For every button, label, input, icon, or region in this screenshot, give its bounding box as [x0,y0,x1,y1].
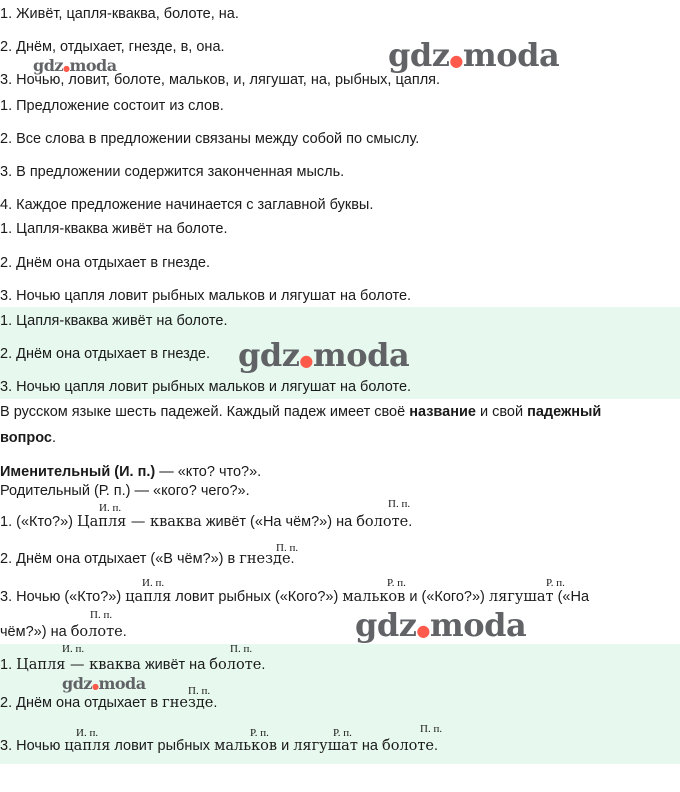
theory-cut-text: Родительный (Р. п.) — «кого? чего?». [0,483,250,499]
rule-line-1: 1. Предложение состоит из слов. [0,98,224,114]
analysis-text: . [122,624,127,640]
answer-line-3: 3. Ночью цапля ловит рыбных мальков и лягушат на болоте. [0,379,412,395]
rule-line-4: 4. Каждое предложение начинается с заглавной буквы. [0,197,374,213]
final-text: и [277,738,294,754]
analysis-text: и («Кого?») [405,589,489,605]
theory-bold-question: вопрос [0,430,52,446]
task-line-1: 1. Живёт, цапля-кваква, болоте, на. [0,6,239,22]
watermark-dot: ● [299,351,313,370]
final-text: живёт на [140,657,210,673]
watermark-logo [238,336,409,374]
final-text: ловит рыбных [110,738,215,754]
watermark-dot: ● [91,681,99,691]
final-sentence-3 [0,737,438,755]
prepositional-word: гнезде [239,551,291,567]
task-line-2: 2. Днём, отдыхает, гнезде, в, она. [0,39,225,55]
theory-paragraph-3-cut [0,483,400,499]
final-text: на [357,738,382,754]
analysis-text: («На [553,589,590,605]
subject-word: цапля [64,738,111,754]
analysis-sentence-3-cont [0,623,127,641]
final-text: 1. [0,657,17,673]
sentence-line-1: 1. Цапля-кваква живёт на болоте. [0,221,228,237]
watermark-logo [62,674,146,693]
dash: — [65,657,90,673]
analysis-text: живёт («На чём?») на [201,514,357,530]
watermark-text: gdz [62,674,92,693]
theory-text: В русском языке шесть падежей. Каждый падеж имеет своё [0,404,410,420]
prepositional-word: болоте [382,738,435,754]
theory-paragraph-2 [0,463,261,481]
label-prep: П. п. [388,498,411,510]
watermark-text: moda [69,56,117,75]
analysis-text: 3. Ночью («Кто?») [0,589,126,605]
watermark-text: moda [312,336,410,374]
label-gen: Р. п. [333,727,352,739]
theory-case-nominative: Именительный (И. п.) [0,464,156,480]
label-prep: П. п. [230,643,253,655]
task-line-3: 3. Ночью, ловит, болоте, мальков, и, лягушат, на, рыбных, цапля. [0,72,441,88]
theory-text: и свой [475,404,528,420]
label-nom: И. п. [76,727,99,739]
watermark-text: gdz [388,36,450,74]
watermark-dot: ● [449,51,463,70]
genitive-word: лягушат [293,738,358,754]
genitive-word: лягушат [488,589,554,605]
theory-paragraph-1 [0,403,601,421]
analysis-text: . [290,551,295,567]
rule-line-3: 3. В предложении содержится законченная мысль. [0,164,345,180]
sentence-line-2: 2. Днём она отдыхает в гнезде. [0,255,211,271]
dash: — [126,514,151,530]
watermark-text: moda [429,606,527,644]
final-sentence-1 [0,656,265,674]
sentence-line-3: 3. Ночью цапля ловит рыбных мальков и лягушат на болоте. [0,288,412,304]
analysis-text: 2. Днём она отдыхает («В чём?») в [0,551,240,567]
final-text: 2. Днём она отдыхает в [0,695,163,711]
subject-word: кваква [89,657,141,673]
watermark-logo [355,606,526,644]
prepositional-word: болоте [209,657,262,673]
theory-text: . [51,430,56,446]
analysis-text: чём?») на [0,624,71,640]
answer-line-1: 1. Цапля-кваква живёт на болоте. [0,313,228,329]
final-text: . [261,657,266,673]
label-gen: Р. п. [250,727,269,739]
theory-text: — «кто? что?». [155,464,262,480]
theory-bold-name: название [409,404,476,420]
prepositional-word: гнезде [162,695,214,711]
watermark-text: moda [98,674,146,693]
prepositional-word: болоте [70,624,123,640]
rule-line-2: 2. Все слова в предложении связаны между собой по смыслу. [0,131,420,147]
analysis-sentence-3 [0,588,589,606]
analysis-text: ловит рыбных («Кого?») [171,589,343,605]
watermark-text: gdz [355,606,417,644]
subject-word: кваква [150,514,202,530]
analysis-sentence-1 [0,513,412,531]
answer-line-2: 2. Днём она отдыхает в гнезде. [0,346,211,362]
final-text: . [434,738,439,754]
genitive-word: мальков [342,589,406,605]
subject-word: Цапля [77,514,127,530]
final-text: . [213,695,218,711]
label-prep: П. п. [420,723,443,735]
analysis-text: 1. («Кто?») [0,514,77,530]
watermark-text: moda [462,36,560,74]
genitive-word: мальков [214,738,278,754]
analysis-text: . [408,514,413,530]
label-gen: Р. п. [387,577,406,589]
label-nom: И. п. [62,643,85,655]
watermark-logo [388,36,559,74]
label-nom: И. п. [142,577,165,589]
watermark-dot: ● [416,621,430,640]
theory-bold-case: падежный [527,404,602,420]
label-prep: П. п. [90,609,113,621]
analysis-sentence-2 [0,550,295,568]
final-sentence-2 [0,694,217,712]
theory-paragraph-1-cont [0,429,56,447]
label-nom: И. п. [99,502,122,514]
label-prep: П. п. [188,685,211,697]
subject-word: Цапля [16,657,66,673]
watermark-text: gdz [33,56,63,75]
watermark-text: gdz [238,336,300,374]
subject-word: цапля [125,589,172,605]
watermark-logo [33,56,117,75]
final-text: 3. Ночью [0,738,65,754]
label-gen: Р. п. [546,577,565,589]
prepositional-word: болоте [356,514,409,530]
label-prep: П. п. [276,542,299,554]
watermark-dot: ● [62,63,70,73]
